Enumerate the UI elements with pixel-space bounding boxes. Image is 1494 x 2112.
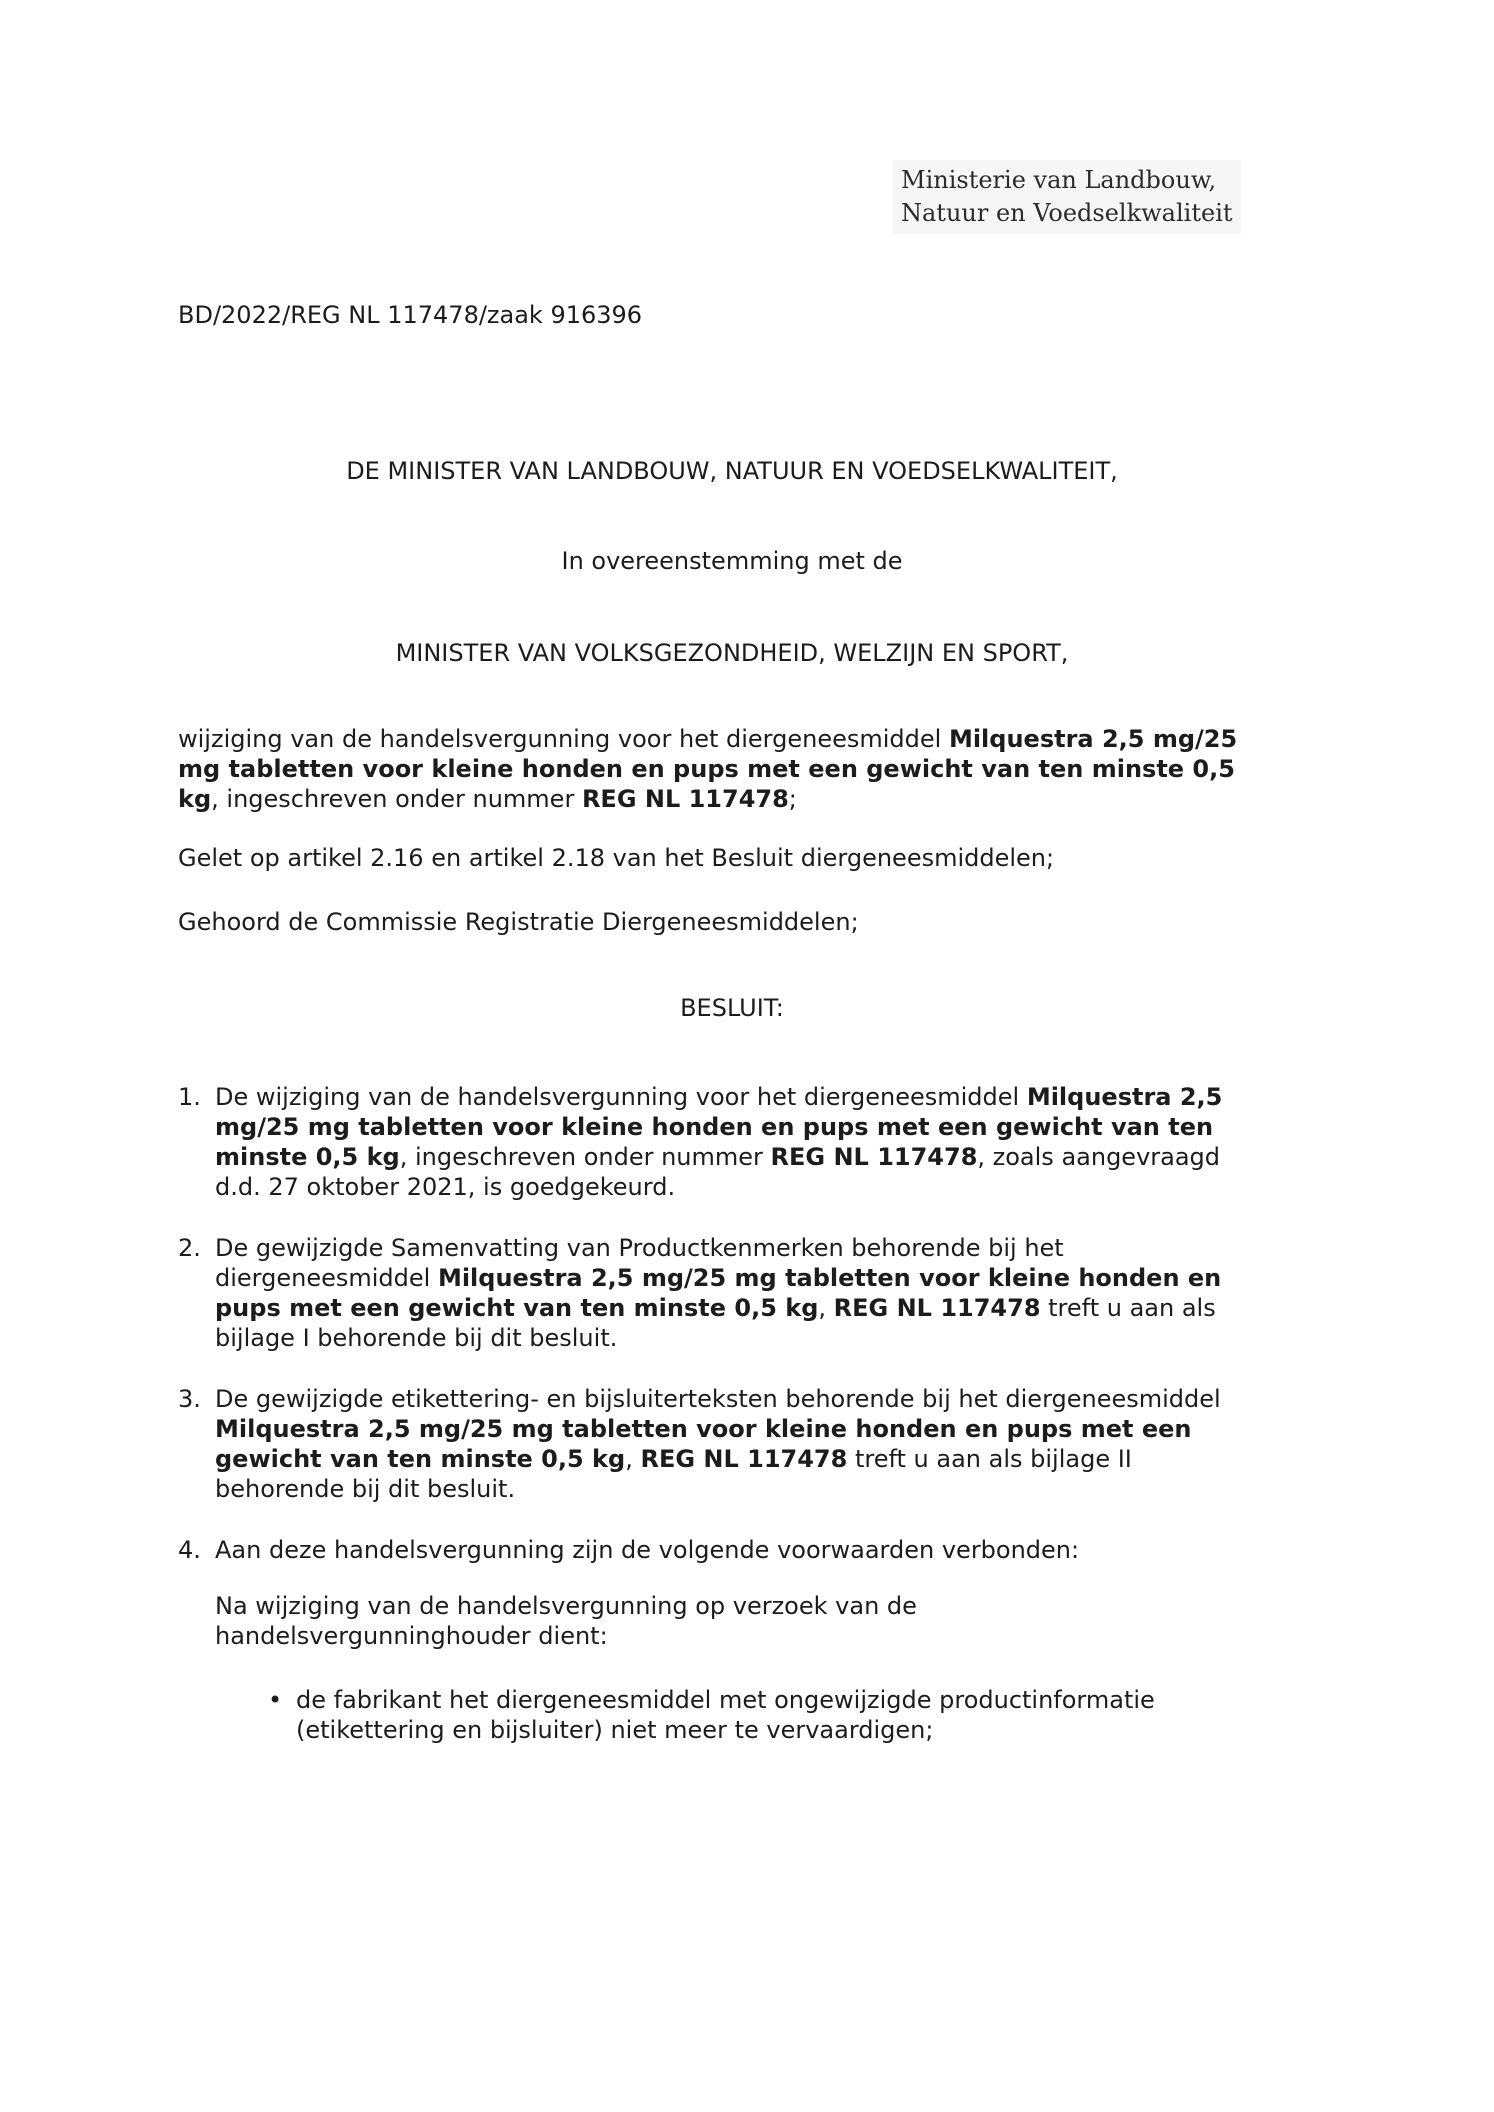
title-minister-lnv: DE MINISTER VAN LANDBOUW, NATUUR EN VOEDSELKWALITEIT, bbox=[346, 457, 1118, 485]
item-number: 2. bbox=[178, 1234, 201, 1262]
text-line: kg, ingeschreven onder nummer REG NL 117478; bbox=[178, 785, 797, 813]
item-number: 4. bbox=[178, 1536, 201, 1564]
item-body bbox=[215, 1384, 1286, 1504]
title-minister-vws: MINISTER VAN VOLKSGEZONDHEID, WELZIJN EN SPORT, bbox=[395, 639, 1069, 667]
reference-number: BD/2022/REG NL 117478/zaak 916396 bbox=[178, 301, 643, 329]
text-line: De gewijzigde etikettering- en bijsluiterteksten behorende bij het diergeneesmiddel bbox=[215, 1385, 1221, 1413]
bullet-text bbox=[296, 1685, 1286, 1745]
text-line: gewicht van ten minste 0,5 kg, REG NL 117478 treft u aan als bijlage II bbox=[215, 1445, 1132, 1473]
item-body bbox=[215, 1082, 1286, 1202]
ministry-logo bbox=[893, 160, 1241, 234]
paragraph-gezien bbox=[178, 724, 1286, 814]
decision-list bbox=[178, 1082, 1286, 1565]
decision-item bbox=[178, 1233, 1286, 1353]
text-line: behorende bij dit besluit. bbox=[215, 1475, 516, 1503]
text-line: Aan deze handelsvergunning zijn de volgende voorwaarden verbonden: bbox=[215, 1536, 1080, 1564]
text-line: De gewijzigde Samenvatting van Productkenmerken behorende bij het bbox=[215, 1234, 1064, 1262]
bullet-item bbox=[268, 1685, 1286, 1745]
text-line: minste 0,5 kg, ingeschreven onder nummer REG NL 117478, zoals aangevraagd bbox=[215, 1143, 1221, 1171]
text-line: diergeneesmiddel Milquestra 2,5 mg/25 mg tabletten voor kleine honden en bbox=[215, 1264, 1222, 1292]
logo-line-1: Ministerie van Landbouw, bbox=[901, 166, 1217, 194]
decision-item bbox=[178, 1535, 1286, 1565]
title-agreement-line: In overeenstemming met de bbox=[561, 547, 903, 575]
text-line: pups met een gewicht van ten minste 0,5 kg, REG NL 117478 treft u aan als bbox=[215, 1294, 1216, 1322]
logo-line-2: Natuur en Voedselkwaliteit bbox=[901, 199, 1233, 227]
item-body bbox=[215, 1233, 1286, 1353]
text-line: Milquestra 2,5 mg/25 mg tabletten voor kleine honden en pups met een bbox=[215, 1415, 1192, 1443]
text-line: de fabrikant het diergeneesmiddel met ongewijzigde productinformatie bbox=[296, 1686, 1155, 1714]
text-line: Na wijziging van de handelsvergunning op verzoek van de bbox=[215, 1592, 917, 1620]
paragraph-gelet: Gelet op artikel 2.16 en artikel 2.18 van het Besluit diergeneesmiddelen; bbox=[178, 844, 1055, 872]
text-line: mg/25 mg tabletten voor kleine honden en pups met een gewicht van ten bbox=[215, 1113, 1214, 1141]
text-line: (etikettering en bijsluiter) niet meer te vervaardigen; bbox=[296, 1716, 934, 1744]
text-line: d.d. 27 oktober 2021, is goedgekeurd. bbox=[215, 1173, 676, 1201]
text-line: De wijziging van de handelsvergunning voor het diergeneesmiddel Milquestra 2,5 bbox=[215, 1083, 1223, 1111]
text-line: wijziging van de handelsvergunning voor het diergeneesmiddel Milquestra 2,5 mg/25 bbox=[178, 725, 1238, 753]
document-content bbox=[178, 300, 1286, 1745]
item-body bbox=[215, 1535, 1286, 1565]
text-line: bijlage I behorende bij dit besluit. bbox=[215, 1324, 618, 1352]
text-line: mg tabletten voor kleine honden en pups met een gewicht van ten minste 0,5 bbox=[178, 755, 1235, 783]
item-number: 3. bbox=[178, 1385, 201, 1413]
condition-intro bbox=[215, 1591, 1286, 1651]
decision-heading: BESLUIT: bbox=[680, 994, 784, 1022]
item-number: 1. bbox=[178, 1083, 201, 1111]
decision-item bbox=[178, 1082, 1286, 1202]
bullet-icon: • bbox=[268, 1686, 283, 1714]
paragraph-gehoord: Gehoord de Commissie Registratie Diergeneesmiddelen; bbox=[178, 908, 859, 936]
decision-item bbox=[178, 1384, 1286, 1504]
text-line: handelsvergunninghouder dient: bbox=[215, 1622, 608, 1650]
